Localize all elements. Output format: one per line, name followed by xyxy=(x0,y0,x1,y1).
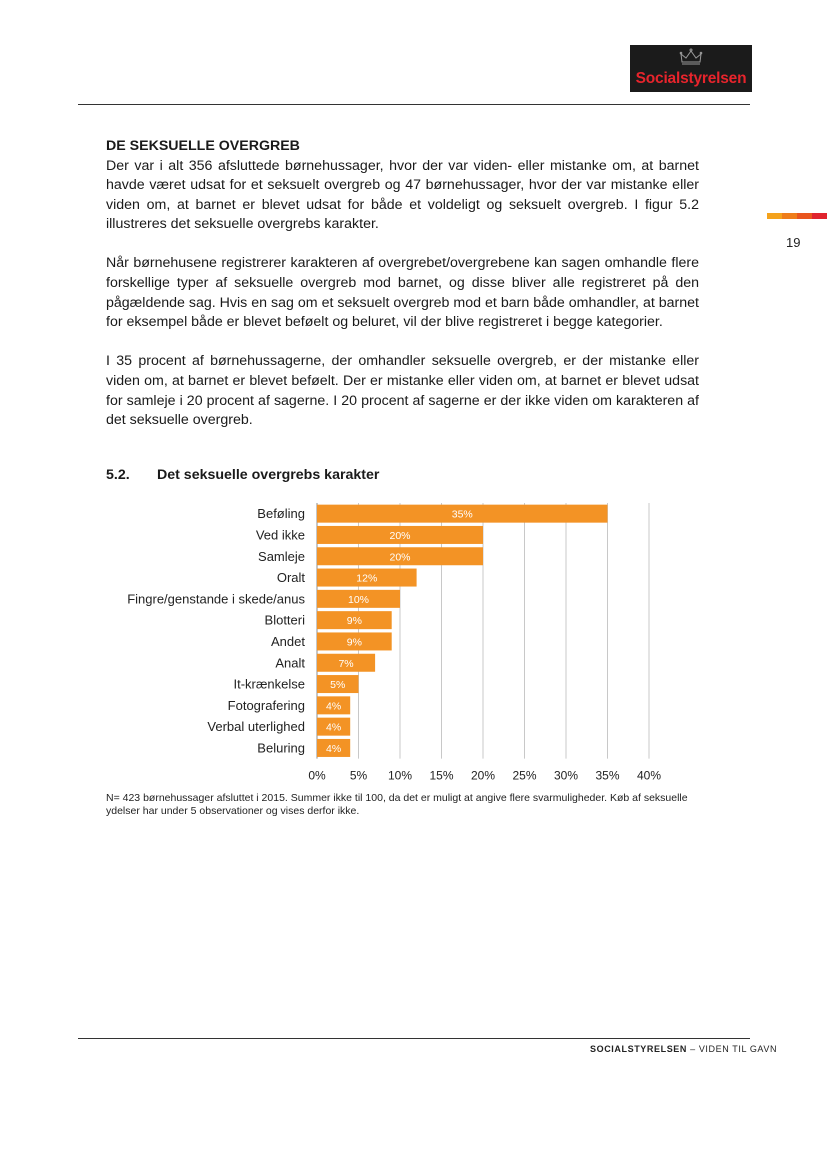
x-tick-label: 5% xyxy=(349,768,368,783)
page-number: 19 xyxy=(786,235,801,250)
category-label: Ved ikke xyxy=(255,527,305,543)
data-label: 10% xyxy=(347,593,370,606)
category-label: Beluring xyxy=(257,740,305,756)
category-label: Andet xyxy=(271,633,305,649)
data-label: 20% xyxy=(389,529,411,542)
category-label: Beføling xyxy=(257,506,305,522)
bar-chart xyxy=(100,500,680,790)
x-tick-label: 15% xyxy=(429,768,454,783)
data-label: 20% xyxy=(389,551,411,564)
logo-text: Socialstyrelsen xyxy=(635,70,747,87)
data-label: 5% xyxy=(330,679,346,692)
data-label: 9% xyxy=(346,615,362,628)
accent-segment-1 xyxy=(767,213,782,219)
data-label: 9% xyxy=(346,636,362,649)
section-title: DE SEKSUELLE OVERGREB xyxy=(106,138,300,154)
category-label: Fingre/genstande i skede/anus xyxy=(127,591,305,607)
data-label: 4% xyxy=(326,721,342,734)
data-label: 12% xyxy=(356,572,378,585)
footer-rule xyxy=(78,1038,750,1039)
crown-icon xyxy=(679,48,703,66)
category-label: Verbal uterlighed xyxy=(207,719,305,735)
footer-brand-name: SOCIALSTYRELSEN xyxy=(590,1044,688,1054)
x-tick-label: 10% xyxy=(387,768,413,783)
figure-number: 5.2. xyxy=(106,467,130,483)
data-label: 35% xyxy=(451,508,473,521)
footer-brand xyxy=(590,1044,777,1054)
data-label: 4% xyxy=(326,700,342,713)
accent-segment-3 xyxy=(797,213,812,219)
category-label: Oralt xyxy=(276,570,305,586)
figure-footnote: N= 423 børnehussager afsluttet i 2015. Summer ikke til 100, da det er muligt at angive flere svarmuligheder. Køb af seksuelle ydelser har under 5 observationer og vises derfor ikke. xyxy=(106,792,688,817)
x-tick-label: 0% xyxy=(308,768,326,783)
paragraph-3: I 35 procent af børnehussagerne, der omhandler seksuelle overgreb, er der mistanke eller viden om, at barnet er blevet beføelt. Der er mistanke eller viden om, at barnet er blevet udsat for samleje i 20 procent af sagerne. I 20 procent af sagerne er der ikke viden om karakteren af det seksuelle overgreb. xyxy=(106,353,699,429)
accent-segment-4 xyxy=(812,213,827,219)
category-label: It-krænkelse xyxy=(233,676,305,692)
category-label: Fotografering xyxy=(227,697,305,713)
x-tick-label: 40% xyxy=(636,768,662,783)
x-tick-label: 20% xyxy=(470,768,496,783)
accent-bar xyxy=(767,213,827,219)
category-label: Blotteri xyxy=(264,612,305,628)
x-tick-label: 25% xyxy=(512,768,537,783)
category-label: Samleje xyxy=(258,548,305,564)
figure-heading xyxy=(106,467,379,483)
paragraph-1: Der var i alt 356 afsluttede børnehussager, hvor der var viden- eller mistanke om, at barnet havde været udsat for et seksuelt overgreb og 47 børnehussager, hvor der var mistanke eller viden om, at barnet er blevet udsat for både et voldeligt og seksuelt overgreb. I figur 5.2 illustreres det seksuelle overgrebs karakter. xyxy=(106,157,699,233)
data-label: 4% xyxy=(326,742,342,755)
x-tick-label: 35% xyxy=(595,768,620,783)
accent-segment-2 xyxy=(782,213,797,219)
socialstyrelsen-logo xyxy=(630,45,752,92)
header-rule xyxy=(78,104,750,105)
paragraph-2: Når børnehusene registrerer karakteren af overgrebet/overgrebene kan sagen omhandle flere forskellige typer af seksuelle overgreb mod barnet, og disse bliver alle registreret på den pågældende sag. Hvis en sag om et seksuelt overgreb mod et barn både omhandler, at barnet for eksempel både er blevet beføelt og beluret, vil der blive registreret i begge kategorier. xyxy=(106,255,699,331)
data-label: 7% xyxy=(338,657,354,670)
category-label: Analt xyxy=(275,655,305,671)
footer-tagline: – VIDEN TIL GAVN xyxy=(687,1044,778,1054)
figure-title: Det seksuelle overgrebs karakter xyxy=(157,467,380,483)
x-tick-label: 30% xyxy=(553,768,579,783)
body-text xyxy=(106,137,699,450)
